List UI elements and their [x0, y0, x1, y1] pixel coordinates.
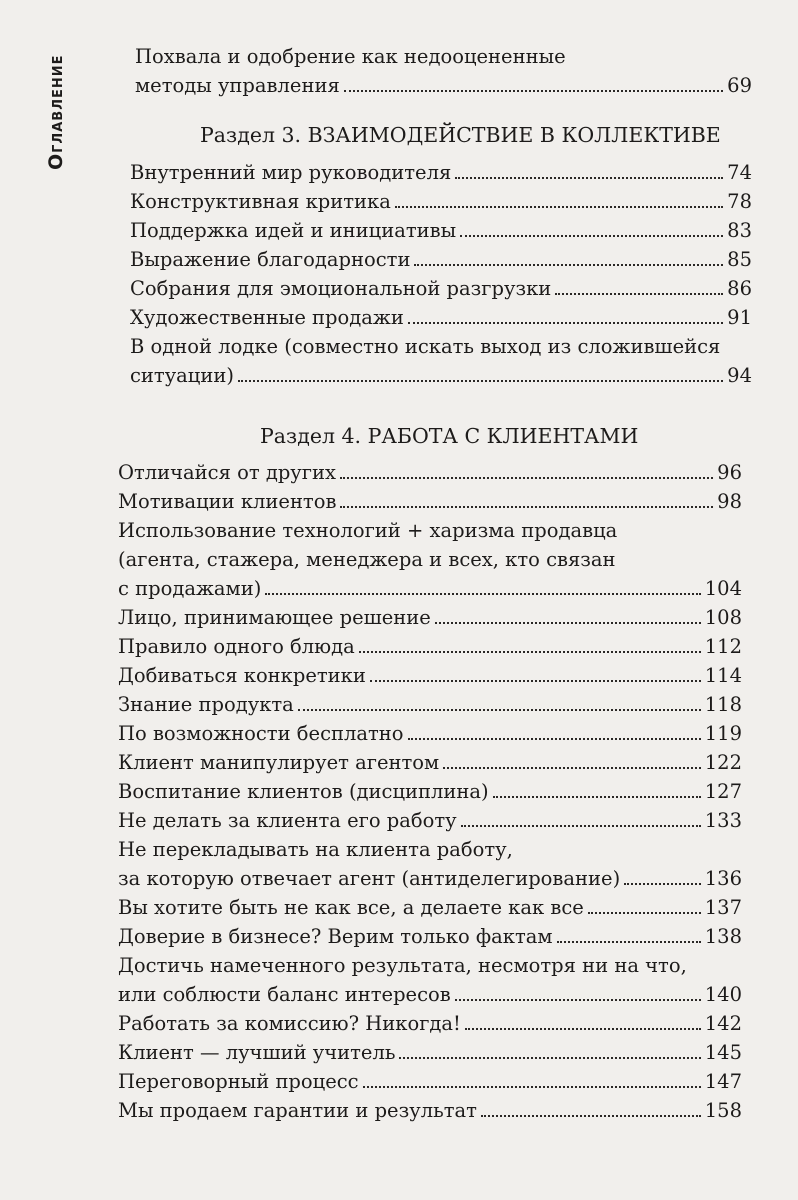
toc-entry-title: Правило одного блюда: [118, 635, 355, 658]
toc-entry[interactable]: [118, 661, 742, 690]
toc-entry-last-line: [130, 216, 752, 245]
dot-leader: [238, 380, 723, 382]
toc-entry-title: Выражение благодарности: [130, 248, 411, 271]
toc-entry-title: Клиент — лучший учитель: [118, 1041, 396, 1064]
toc-entry[interactable]: [118, 806, 742, 835]
toc-entry-page-number: 83: [727, 219, 752, 242]
toc-entry-last-line: [118, 1038, 742, 1067]
toc-entry-title: Добиваться конкретики: [118, 664, 366, 687]
dot-leader: [493, 796, 701, 798]
toc-entry-last-line: [118, 1067, 742, 1096]
toc-entry-title: Мы продаем гарантии и результат: [118, 1099, 477, 1122]
toc-entry-page-number: 133: [704, 809, 742, 832]
toc-entry-page-number: 86: [727, 277, 752, 300]
toc-entry-last-line: [118, 1009, 742, 1038]
toc-entry[interactable]: [118, 690, 742, 719]
toc-entry-last-line: [118, 719, 742, 748]
toc-entry[interactable]: [118, 603, 742, 632]
dot-leader: [340, 477, 713, 479]
toc-entry-last-line: [118, 487, 742, 516]
toc-entry[interactable]: [130, 303, 752, 332]
toc-entry-title: Художественные продажи: [130, 306, 404, 329]
dot-leader: [624, 883, 701, 885]
toc-entry-title: или соблюсти баланс интересов: [118, 983, 451, 1006]
toc-entry-page-number: 118: [704, 693, 742, 716]
toc-entry-title-line: Достичь намеченного результата, несмотря ни на что,: [118, 954, 687, 977]
dot-leader: [557, 941, 701, 943]
toc-entry-page-number: 147: [704, 1070, 742, 1093]
toc-entry-title: за которую отвечает агент (антиделегирование): [118, 867, 621, 890]
toc-entry-last-line: [118, 1096, 742, 1125]
toc-entry[interactable]: [118, 951, 742, 1009]
toc-entry-last-line: [118, 864, 742, 893]
toc-entry-title: Клиент манипулирует агентом: [118, 751, 440, 774]
dot-leader: [370, 680, 701, 682]
toc-entry-page-number: 98: [717, 490, 742, 513]
toc-entry-title: Мотивации клиентов: [118, 490, 337, 513]
toc-entry-page-number: 94: [727, 364, 752, 387]
toc-entry[interactable]: [118, 458, 742, 487]
dot-leader: [359, 651, 701, 653]
toc-entry[interactable]: [118, 719, 742, 748]
toc-entry-page-number: 127: [704, 780, 742, 803]
toc-entry[interactable]: [130, 216, 752, 245]
toc-entry-last-line: [130, 158, 752, 187]
toc-entry-title: Работать за комиссию? Никогда!: [118, 1012, 461, 1035]
toc-entry-last-line: [118, 661, 742, 690]
toc-entry-last-line: [118, 806, 742, 835]
toc-entry-page-number: 142: [704, 1012, 742, 1035]
dot-leader: [408, 322, 723, 324]
toc-entry-last-line: [118, 574, 742, 603]
toc-entry[interactable]: [118, 777, 742, 806]
toc-entry-page-number: 85: [727, 248, 752, 271]
toc-entry-page-number: 91: [727, 306, 752, 329]
toc-entry-page-number: 74: [727, 161, 752, 184]
toc-entry-last-line: [118, 748, 742, 777]
toc-entry-page-number: 78: [727, 190, 752, 213]
toc-entry-last-line: [118, 458, 742, 487]
toc-entry-title-line: Похвала и одобрение как недооцененные: [135, 45, 566, 68]
toc-entry-last-line: [118, 922, 742, 951]
toc-entry-title-line: (агента, стажера, менеджера и всех, кто связан: [118, 548, 616, 571]
toc-entry[interactable]: [118, 1067, 742, 1096]
toc-entry-page-number: 112: [704, 635, 742, 658]
dot-leader: [435, 622, 701, 624]
toc-entry-title: Не делать за клиента его работу: [118, 809, 457, 832]
toc-entry[interactable]: [118, 893, 742, 922]
toc-entry[interactable]: [118, 487, 742, 516]
toc-entry[interactable]: [130, 245, 752, 274]
toc-entry[interactable]: [130, 158, 752, 187]
dot-leader: [340, 506, 713, 508]
section-heading: Раздел 3. ВЗАИМОДЕЙСТВИЕ В КОЛЛЕКТИВЕ: [200, 123, 721, 147]
toc-entry-title: Переговорный процесс: [118, 1070, 359, 1093]
toc-entry-page-number: 108: [704, 606, 742, 629]
toc-entry[interactable]: [118, 835, 742, 893]
dot-leader: [298, 709, 701, 711]
dot-leader: [265, 593, 700, 595]
toc-entry-title: Вы хотите быть не как все, а делаете как все: [118, 896, 584, 919]
toc-entry[interactable]: [118, 922, 742, 951]
toc-entry-last-line: [118, 893, 742, 922]
toc-entry-last-line: [118, 603, 742, 632]
toc-entry-last-line: [118, 777, 742, 806]
toc-entry[interactable]: [118, 516, 742, 603]
toc-entry-last-line: [118, 632, 742, 661]
toc-entry-title: Знание продукта: [118, 693, 294, 716]
toc-entry-page-number: 158: [704, 1099, 742, 1122]
toc-entry-title: По возможности бесплатно: [118, 722, 404, 745]
dot-leader: [460, 235, 723, 237]
toc-entry-title: Внутренний мир руководителя: [130, 161, 452, 184]
dot-leader: [455, 999, 701, 1001]
toc-entry-last-line: [130, 245, 752, 274]
dot-leader: [481, 1115, 701, 1117]
running-head-text: Оглавление: [45, 54, 67, 170]
section-heading: Раздел 4. РАБОТА С КЛИЕНТАМИ: [260, 424, 639, 448]
dot-leader: [588, 912, 701, 914]
toc-entry-page-number: 145: [704, 1041, 742, 1064]
toc-entry-title: методы управления: [135, 74, 340, 97]
toc-entry[interactable]: [130, 274, 752, 303]
dot-leader: [408, 738, 701, 740]
toc-entry-page-number: 136: [704, 867, 742, 890]
toc-entry-last-line: [118, 980, 742, 1009]
toc-entry[interactable]: [135, 42, 752, 100]
toc-entry-page-number: 96: [717, 461, 742, 484]
toc-entry[interactable]: [118, 748, 742, 777]
toc-entry-title: Доверие в бизнесе? Верим только фактам: [118, 925, 553, 948]
dot-leader: [395, 206, 723, 208]
toc-entry-page-number: 104: [704, 577, 742, 600]
toc-entry-page-number: 114: [704, 664, 742, 687]
dot-leader: [443, 767, 701, 769]
toc-entry-title: Конструктивная критика: [130, 190, 391, 213]
toc-entry-last-line: [135, 71, 752, 100]
toc-entry-last-line: [130, 361, 752, 390]
toc-entry-title-line: В одной лодке (совместно искать выход из сложившейся: [130, 335, 721, 358]
toc-entry[interactable]: [130, 187, 752, 216]
dot-leader: [465, 1028, 701, 1030]
toc-entry-title: Лицо, принимающее решение: [118, 606, 431, 629]
toc-entry-last-line: [130, 303, 752, 332]
dot-leader: [363, 1086, 701, 1088]
toc-entry-page-number: 138: [704, 925, 742, 948]
toc-entry-page-number: 69: [727, 74, 752, 97]
toc-entry-page-number: 119: [704, 722, 742, 745]
toc-entry[interactable]: [130, 332, 752, 390]
toc-entry-title-line: Использование технологий + харизма продавца: [118, 519, 618, 542]
dot-leader: [455, 177, 723, 179]
toc-entry-last-line: [130, 187, 752, 216]
toc-entry-page-number: 122: [704, 751, 742, 774]
dot-leader: [461, 825, 701, 827]
toc-entry-title: Поддержка идей и инициативы: [130, 219, 457, 242]
toc-entry-last-line: [118, 690, 742, 719]
toc-entry-page-number: 137: [704, 896, 742, 919]
toc-entry-last-line: [130, 274, 752, 303]
toc-entry-title: Отличайся от других: [118, 461, 336, 484]
dot-leader: [555, 293, 723, 295]
toc-entry-title: с продажами): [118, 577, 262, 600]
toc-entry[interactable]: [118, 632, 742, 661]
toc-entry[interactable]: [118, 1096, 742, 1125]
toc-entry-title-line: Не перекладывать на клиента работу,: [118, 838, 513, 861]
dot-leader: [399, 1057, 700, 1059]
toc-entry-title: Воспитание клиентов (дисциплина): [118, 780, 489, 803]
toc-entry-title: Собрания для эмоциональной разгрузки: [130, 277, 552, 300]
toc-entry-title: ситуации): [130, 364, 234, 387]
dot-leader: [414, 264, 723, 266]
toc-entry-page-number: 140: [704, 983, 742, 1006]
toc-entry[interactable]: [118, 1038, 742, 1067]
dot-leader: [344, 90, 723, 92]
toc-entry[interactable]: [118, 1009, 742, 1038]
